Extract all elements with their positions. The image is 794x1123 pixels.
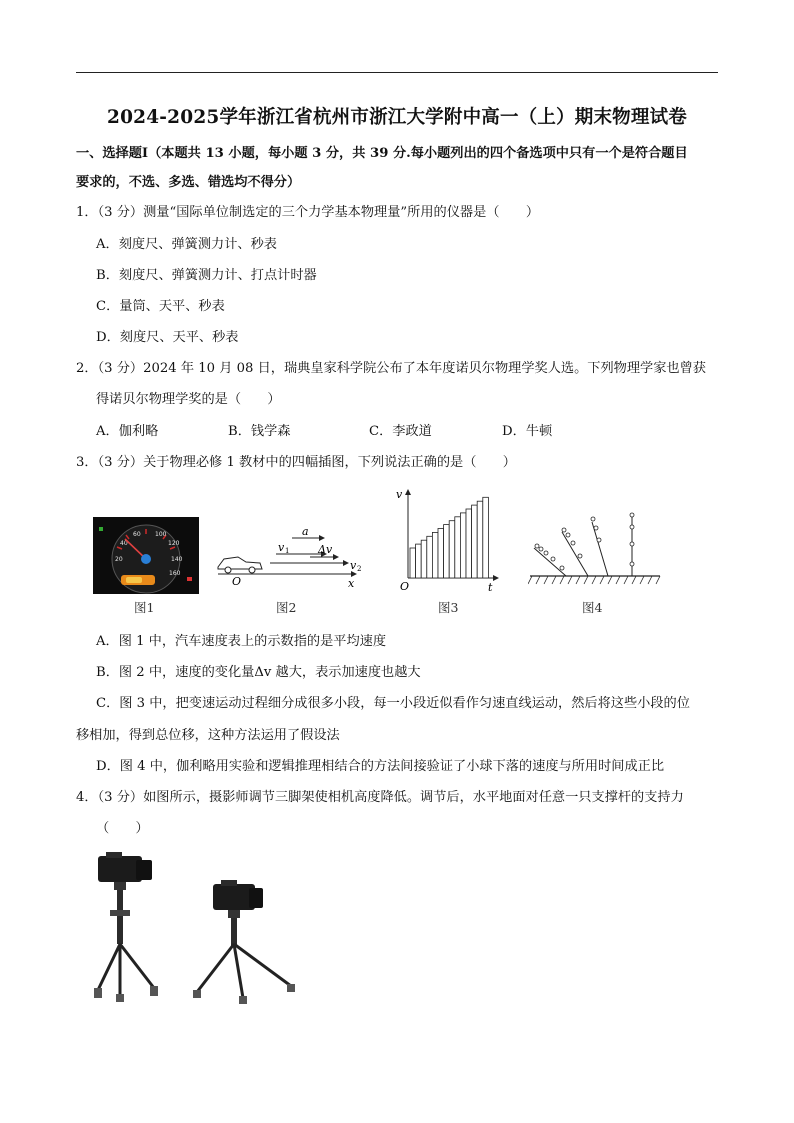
q3-stem: 3．（3 分）关于物理必修 1 教材中的四幅插图，下列说法正确的是（ ） (76, 455, 516, 470)
page-title: 2024-2025学年浙江省杭州市浙江大学附中高一（上）期末物理试卷 (107, 107, 687, 128)
fig2-label-dv: Δv (318, 543, 333, 556)
fig2-label-v1: v (278, 541, 285, 554)
fig3-step-bar (477, 501, 483, 578)
q4-stem-line2: （ ） (96, 821, 149, 836)
q2-option-b: B．钱学森 (228, 424, 291, 439)
fig2-label-v1-sub: 1 (285, 547, 290, 555)
fig2-label-v2-sub: 2 (357, 565, 362, 573)
fig1-speedometer-image (93, 517, 199, 594)
fig3-label-origin: O (400, 580, 410, 593)
q1-stem: 1．（3 分）测量“国际单位制选定的三个力学基本物理量”所用的仪器是（ ） (76, 205, 540, 220)
q3-option-c-line2: 移相加，得到总位移，这种方法运用了假设法 (76, 728, 340, 743)
svg-text:40: 40 (120, 540, 128, 547)
fig3-vt-step-graph (394, 486, 500, 594)
fig1-caption: 图1 (134, 600, 155, 615)
fig3-bars-group (410, 497, 488, 578)
q3-option-c-line1: C．图 3 中，把变速运动过程细分成很多小段，每一小段近似看作匀速直线运动，然后将这些小段的位 (96, 696, 690, 711)
header-rule (76, 72, 718, 73)
q2-stem-line1: 2．（3 分）2024 年 10 月 08 日，瑞典皇家科学院公布了本年度诺贝尔物理学奖人选。下列物理学家也曾获 (76, 361, 706, 376)
fig2-label-v2: v (350, 559, 357, 572)
fig3-step-bar (466, 509, 472, 578)
fig3-step-bar (472, 505, 478, 578)
svg-text:60: 60 (133, 531, 141, 538)
fig3-step-bar (449, 521, 455, 578)
tripod-lowered-image (193, 880, 297, 1004)
fig3-step-bar (416, 544, 422, 578)
svg-text:100: 100 (155, 531, 167, 538)
svg-text:160: 160 (169, 570, 181, 577)
fig2-velocity-vectors (214, 523, 364, 591)
fig2-label-x: x (348, 577, 355, 590)
fig3-label-t: t (488, 581, 493, 594)
svg-text:120: 120 (168, 540, 180, 547)
q2-option-d: D．牛顿 (502, 424, 553, 439)
fig4-caption: 图4 (582, 600, 603, 615)
fig3-label-v: v (396, 488, 403, 501)
q1-option-c: C．量筒、天平、秒表 (96, 299, 225, 314)
fig2-label-origin: O (232, 575, 242, 588)
q3-option-d: D．图 4 中，伽利略用实验和逻辑推理相结合的方法间接验证了小球下落的速度与所用时间成正比 (96, 759, 665, 774)
fig3-step-bar (421, 540, 427, 578)
tripod-tall-image (88, 850, 168, 1002)
q2-stem-line2: 得诺贝尔物理学奖的是（ ） (96, 392, 281, 407)
fig3-step-bar (460, 513, 466, 578)
fig3-step-bar (483, 497, 489, 578)
section-heading-line1: 一、选择题Ⅰ（本题共 13 小题，每小题 3 分，共 39 分.每小题列出的四个备选项中只有一个是符合题目 (76, 146, 688, 161)
q4-stem-line1: 4．（3 分）如图所示，摄影师调节三脚架使相机高度降低。调节后，水平地面对任意一只支撑杆的支持力 (76, 790, 684, 805)
svg-text:140: 140 (171, 556, 183, 563)
fig3-step-bar (432, 532, 438, 578)
q1-option-b: B．刻度尺、弹簧测力计、打点计时器 (96, 268, 317, 283)
fig2-label-a: a (302, 525, 309, 538)
fig3-step-bar (455, 517, 461, 578)
section-heading-line2: 要求的，不选、多选、错选均不得分） (76, 175, 301, 190)
fig3-step-bar (444, 525, 450, 578)
q2-option-c: C．李政道 (369, 424, 432, 439)
q3-option-a: A．图 1 中，汽车速度表上的示数指的是平均速度 (96, 634, 387, 649)
fig3-step-bar (427, 536, 433, 578)
fig3-step-bar (438, 529, 444, 579)
svg-text:20: 20 (115, 556, 123, 563)
fig4-inclined-planes (528, 506, 662, 592)
q3-option-b: B．图 2 中，速度的变化量Δv 越大，表示加速度也越大 (96, 665, 421, 680)
q1-option-d: D．刻度尺、天平、秒表 (96, 330, 239, 345)
fig3-step-bar (410, 548, 416, 578)
fig3-caption: 图3 (438, 600, 459, 615)
q1-option-a: A．刻度尺、弹簧测力计、秒表 (96, 237, 277, 252)
q2-option-a: A．伽利略 (96, 424, 159, 439)
fig2-caption: 图2 (276, 600, 297, 615)
